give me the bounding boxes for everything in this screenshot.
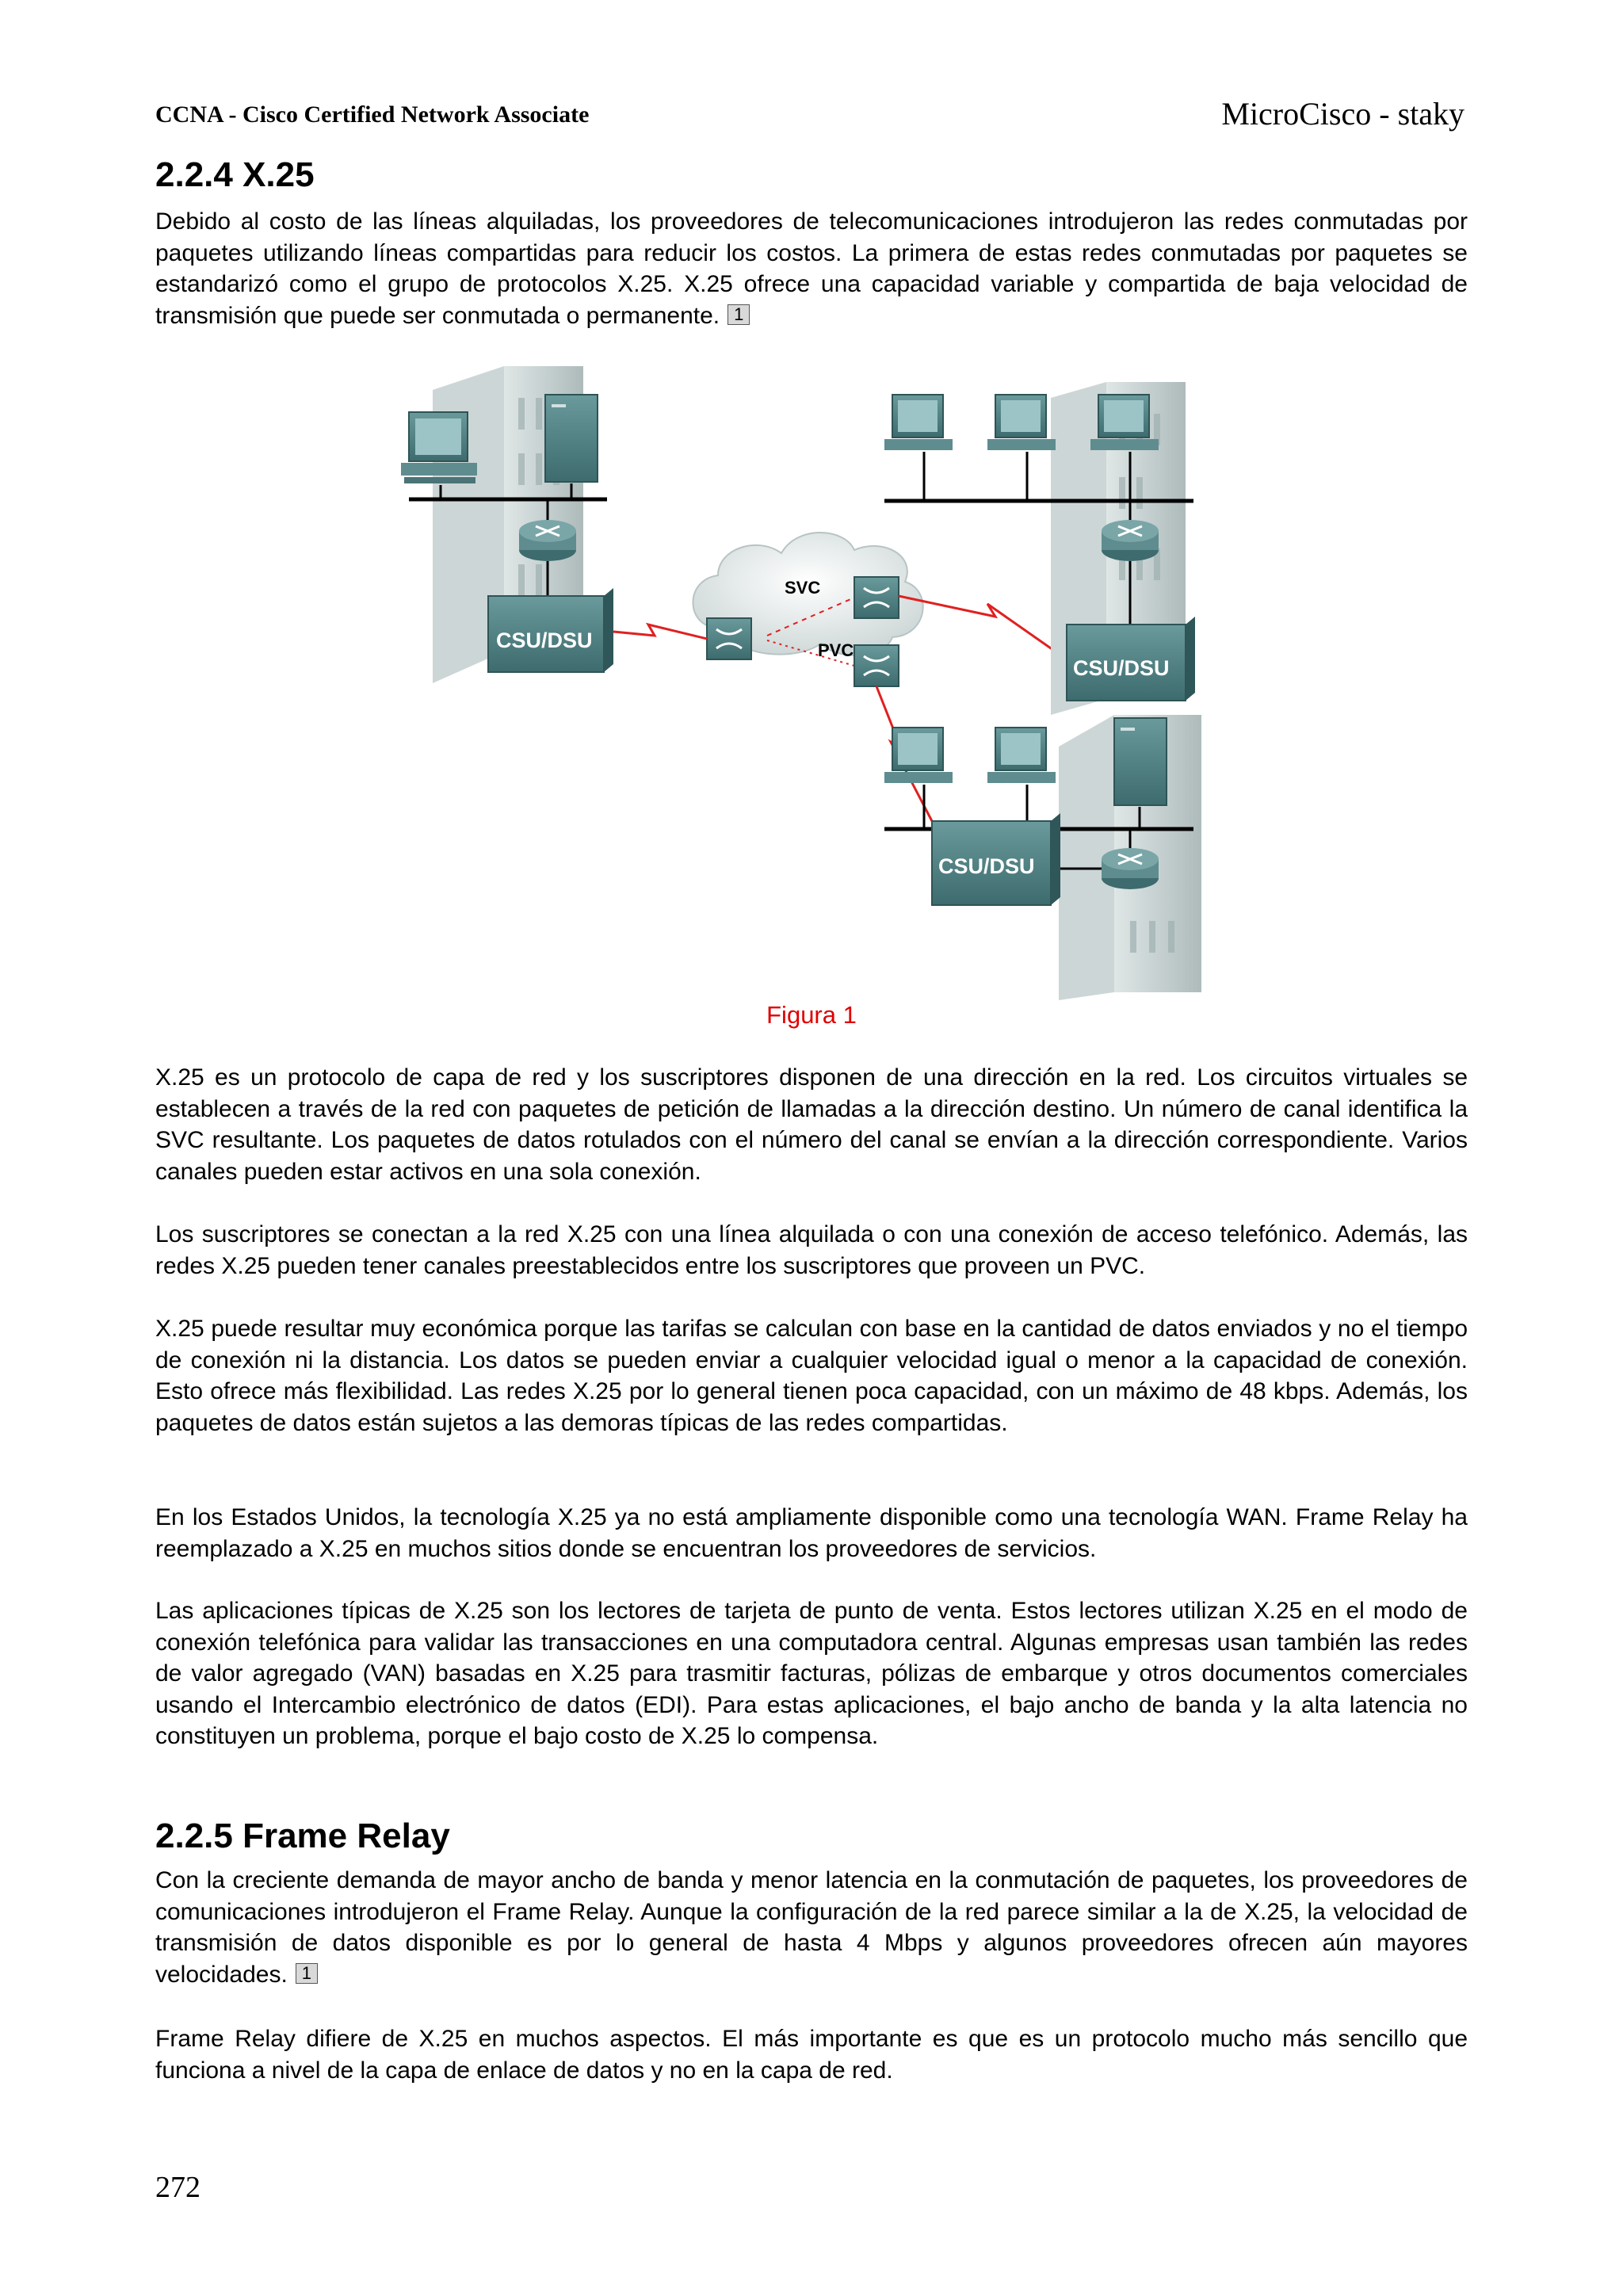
packet-switch-icon bbox=[707, 618, 751, 659]
workstation-icon bbox=[884, 728, 953, 783]
left-site bbox=[401, 366, 613, 683]
figure-caption: Figura 1 bbox=[766, 1001, 857, 1029]
x25-network-figure bbox=[369, 366, 1257, 1000]
running-header-title: CCNA - Cisco Certified Network Associate bbox=[155, 101, 590, 128]
running-header-author: MicroCisco - staky bbox=[1221, 96, 1465, 132]
router-icon bbox=[1102, 520, 1159, 561]
packet-switch-icon bbox=[854, 645, 899, 686]
router-icon bbox=[1102, 848, 1159, 889]
workstation-icon bbox=[1090, 395, 1159, 450]
paragraph-text: Con la creciente demanda de mayor ancho de banda y menor latencia en la conmutación de paquetes, los proveedores de comunicaciones introdujeron el Frame Relay. Aunque la configuración de la red parece similar a la de X.25, la velocidad de transmisión de datos disponible es por lo general de hasta 4 Mbps y algunos proveedores ofrecen aún mayores velocidades. bbox=[155, 1867, 1468, 1988]
workstation-icon bbox=[987, 728, 1056, 783]
workstation-icon bbox=[987, 395, 1056, 450]
csu-dsu-label: CSU/DSU bbox=[938, 854, 1035, 878]
packet-switch-icon bbox=[854, 577, 899, 618]
section-heading-x25: 2.2.4 X.25 bbox=[155, 155, 315, 194]
workstation-icon bbox=[884, 395, 953, 450]
network-diagram bbox=[369, 366, 1257, 1000]
pvc-label: PVC bbox=[818, 640, 854, 660]
paragraph: Frame Relay difiere de X.25 en muchos aspectos. El más importante es que es un protocolo mucho más sencillo que funciona a nivel de la capa de enlace de datos y no en la capa de red. bbox=[155, 2026, 1468, 2084]
csu-dsu-device-right-bottom bbox=[932, 813, 1060, 905]
paragraph: X.25 puede resultar muy económica porque las tarifas se calculan con base en la cantidad de datos enviados y no el tiempo de conexión ni la distancia. Los datos se pueden enviar a cualquier velocidad igual o menor a la capacidad de conexión. Esto ofrece más flexibilidad. Las redes X.25 por lo general tienen poca capacidad, con un máximo de 48 kbps. Además, los paquetes de datos están sujetos a las demoras típicas de las redes compartidas. bbox=[155, 1316, 1468, 1436]
svc-label: SVC bbox=[785, 578, 821, 598]
paragraph: X.25 es un protocolo de capa de red y los suscriptores disponen de una dirección en la red. Los circuitos virtuales se establecen a través de la red con paquetes de petición de llamadas a la dirección destino. Un número de canal identifica la SVC resultante. Los paquetes de datos rotulados con el número del canal se envían a la dirección correspondiente. Varios canales pueden estar activos en una sola conexión. bbox=[155, 1064, 1468, 1185]
workstation-icon bbox=[401, 412, 477, 483]
figure-reference-link[interactable]: 1 bbox=[296, 1963, 318, 1984]
paragraph-text: Debido al costo de las líneas alquiladas, los proveedores de telecomunicaciones introdujeron las redes conmutadas por paquetes utilizando líneas compartidas para reducir los costos. La primera de estas redes conmutadas por paquetes se estandarizó como el grupo de protocolos X.25. X.25 ofrece una capacidad variable y compartida de baja velocidad de transmisión que puede ser conmutada o permanente. bbox=[155, 208, 1468, 329]
section-heading-frame-relay: 2.2.5 Frame Relay bbox=[155, 1817, 450, 1855]
csu-dsu-label: CSU/DSU bbox=[1073, 656, 1170, 680]
paragraph-x25-intro bbox=[155, 206, 1468, 331]
paragraph: Las aplicaciones típicas de X.25 son los lectores de tarjeta de punto de venta. Estos lectores utilizan X.25 en el modo de conexión telefónica para validar las transacciones en una computadora central. Algunas empresas usan también las redes de valor agregado (VAN) basadas en X.25 para trasmitir facturas, pólizas de embarque y otros documentos comerciales usando el Intercambio electrónico de datos (EDI). Para estas aplicaciones, el bajo ancho de banda y la alta latencia no constituyen un problema, porque el bajo costo de X.25 lo compensa. bbox=[155, 1598, 1468, 1749]
csu-dsu-label: CSU/DSU bbox=[496, 628, 593, 652]
csu-dsu-device-left bbox=[488, 588, 613, 672]
csu-dsu-device-right-top bbox=[1067, 617, 1195, 701]
server-icon bbox=[1114, 718, 1167, 805]
paragraph: En los Estados Unidos, la tecnología X.25 ya no está ampliamente disponible como una tecnología WAN. Frame Relay ha reemplazado a X.25 en muchos sitios donde se encuentran los proveedores de servicios. bbox=[155, 1504, 1468, 1562]
paragraph: Los suscriptores se conectan a la red X.25 con una línea alquilada o con una conexión de acceso telefónico. Además, las redes X.25 pueden tener canales preestablecidos entre los suscriptores que proveen un PVC. bbox=[155, 1221, 1468, 1279]
router-icon bbox=[519, 520, 576, 561]
figure-reference-link[interactable]: 1 bbox=[727, 304, 750, 325]
page-number: 272 bbox=[155, 2171, 200, 2204]
paragraph-frame-relay-intro bbox=[155, 1865, 1468, 1990]
server-icon bbox=[545, 395, 598, 482]
